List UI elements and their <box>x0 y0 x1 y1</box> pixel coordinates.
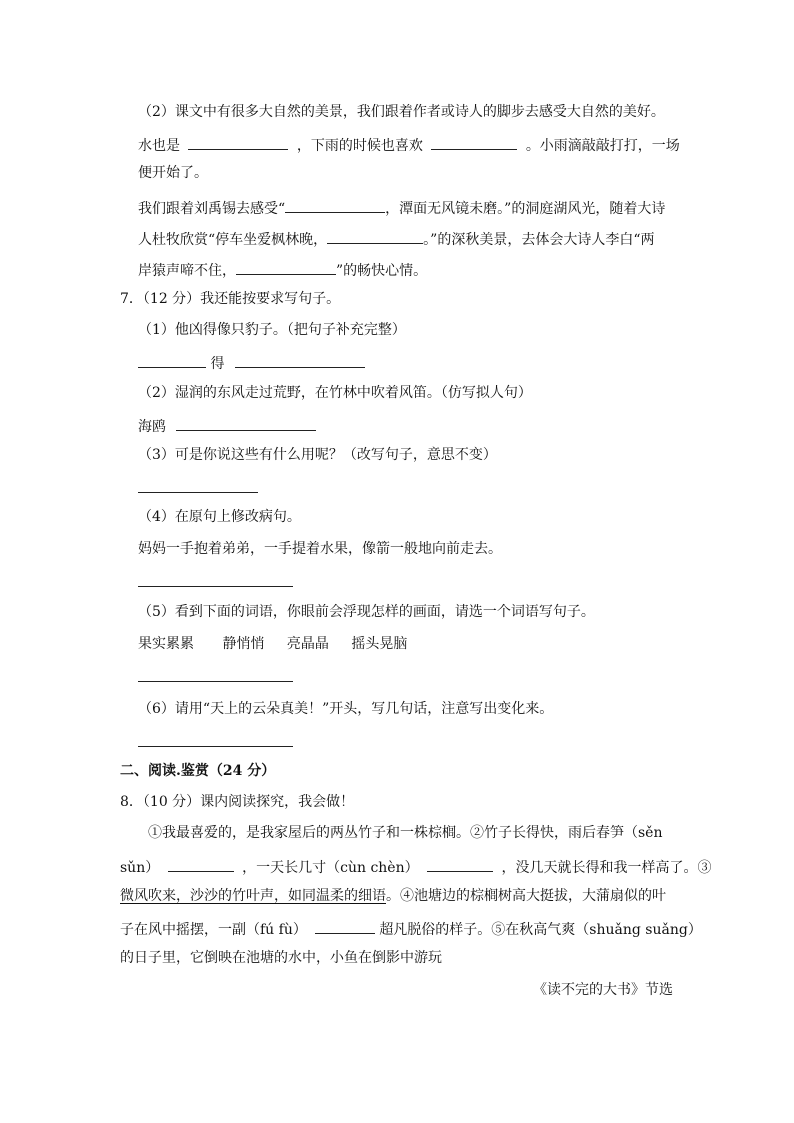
q8-passage-line5: 的日子里，它倒映在池塘的水中，小鱼在倒影中游玩 <box>120 950 442 966</box>
answer-blank[interactable] <box>235 351 365 368</box>
answer-blank[interactable] <box>431 133 517 150</box>
word-option: 静悄悄 <box>222 636 265 652</box>
answer-blank[interactable] <box>327 227 423 244</box>
q7-6-prompt: （6）请用“天上的云朵真美！”开头，写几句话，注意写出变化来。 <box>138 701 554 717</box>
answer-blank[interactable] <box>315 917 375 934</box>
q6-2-line1-text-c: 。小雨滴敲敲打打，一场 <box>525 138 680 154</box>
passage-source: 《读不完的大书》节选 <box>533 982 673 998</box>
q6-2-line1 <box>138 133 680 156</box>
q6-2-line3-text-a: 我们跟着刘禹锡去感受“ <box>138 201 286 217</box>
q7-1-prompt: （1）他凶得像只豹子。（把句子补充完整） <box>138 322 406 338</box>
answer-blank[interactable] <box>138 351 206 368</box>
answer-blank[interactable] <box>236 258 336 275</box>
q7-3-prompt: （3）可是你说这些有什么用呢？（改写句子，意思不变） <box>138 447 497 463</box>
q7-5-answer-line <box>138 665 293 688</box>
answer-blank[interactable] <box>138 665 293 682</box>
q6-2-line1-text-b: ，下雨的时候也喜欢 <box>296 138 423 154</box>
q7-6-answer-line <box>138 730 293 753</box>
q8-line2-text-c: ，没几天就长得和我一样高了。③ <box>501 860 712 876</box>
q8-passage-line1: ①我最喜爱的，是我家屋后的两丛竹子和一株棕榈。②竹子长得快，雨后春笋（sěn <box>148 825 663 841</box>
q7-header: 7．（12 分）我还能按要求写句子。 <box>120 291 341 307</box>
q6-2-line3-text-b: ，潭面无风镜未磨。”的洞庭湖风光，随着大诗 <box>385 201 666 217</box>
word-option: 果实累累 <box>138 636 194 652</box>
answer-blank[interactable] <box>138 476 258 493</box>
q6-2-line5-text-b: ”的畅快心情。 <box>336 263 428 279</box>
q8-passage-line4 <box>120 917 702 940</box>
word-option: 摇头晃脑 <box>351 636 408 652</box>
word-option: 亮晶晶 <box>286 636 329 652</box>
answer-blank[interactable] <box>138 730 293 747</box>
q8-line4-text-a: 子在风中摇摆，一副（fú fù） <box>120 922 307 938</box>
q7-3-answer-line <box>138 476 258 499</box>
q8-passage-line3 <box>120 886 666 906</box>
answer-blank[interactable] <box>285 196 385 213</box>
q6-2-line4 <box>138 227 655 250</box>
q8-line3-text-b: 。④池塘边的棕榈树高大挺拔，大蒲扇似的叶 <box>386 888 666 904</box>
q6-2-line4-text-b: 。”的深秋美景，去体会大诗人李白“两 <box>423 232 655 248</box>
q6-2-line3 <box>138 196 665 219</box>
q6-2-prompt: （2）课文中有很多大自然的美景，我们跟着作者或诗人的脚步去感受大自然的美好。 <box>138 104 665 120</box>
q7-4-prompt: （4）在原句上修改病句。 <box>138 509 301 525</box>
answer-blank[interactable] <box>168 855 234 872</box>
q8-line2-text-b: ，一天长几寸（cùn chèn） <box>242 860 419 876</box>
q7-2-prompt: （2）湿润的东风走过荒野，在竹林中吹着风笛。（仿写拟人句） <box>138 385 532 401</box>
q8-line2-text-a: sǔn） <box>120 860 160 876</box>
q7-5-prompt: （5）看到下面的词语，你眼前会浮现怎样的画面，请选一个词语写句子。 <box>138 604 595 620</box>
q7-1-mid-word: 得 <box>210 356 225 372</box>
q6-2-line5-text-a: 岸猿声啼不住， <box>138 263 236 279</box>
q6-2-line4-text-a: 人杜牧欣赏“停车坐爱枫林晚， <box>138 232 328 248</box>
answer-blank[interactable] <box>427 855 493 872</box>
q7-2-start-word: 海鸥 <box>138 419 166 435</box>
answer-blank[interactable] <box>138 570 293 587</box>
q7-5-word-list <box>138 634 407 654</box>
q6-2-line2: 便开始了。 <box>138 165 208 181</box>
section-title: 二、阅读.鉴赏（24 分） <box>120 763 276 779</box>
q7-2-answer-line <box>138 414 316 437</box>
q7-4-sentence: 妈妈一手抱着弟弟，一手提着水果，像箭一般地向前走去。 <box>138 541 502 557</box>
q8-passage-line2 <box>120 855 712 878</box>
q8-line4-text-b: 超凡脱俗的样子。⑤在秋高气爽（shuǎng suǎng） <box>379 922 702 938</box>
answer-blank[interactable] <box>176 414 316 431</box>
q8-header: 8．（10 分）课内阅读探究，我会做！ <box>120 794 355 810</box>
q6-2-line5 <box>138 258 427 281</box>
q7-1-answer-line <box>138 351 365 374</box>
q6-2-line1-text-a: 水也是 <box>138 138 180 154</box>
q7-4-answer-line <box>138 570 293 593</box>
answer-blank[interactable] <box>188 133 288 150</box>
underlined-sentence: 微风吹来，沙沙的竹叶声，如同温柔的细语 <box>120 888 386 904</box>
